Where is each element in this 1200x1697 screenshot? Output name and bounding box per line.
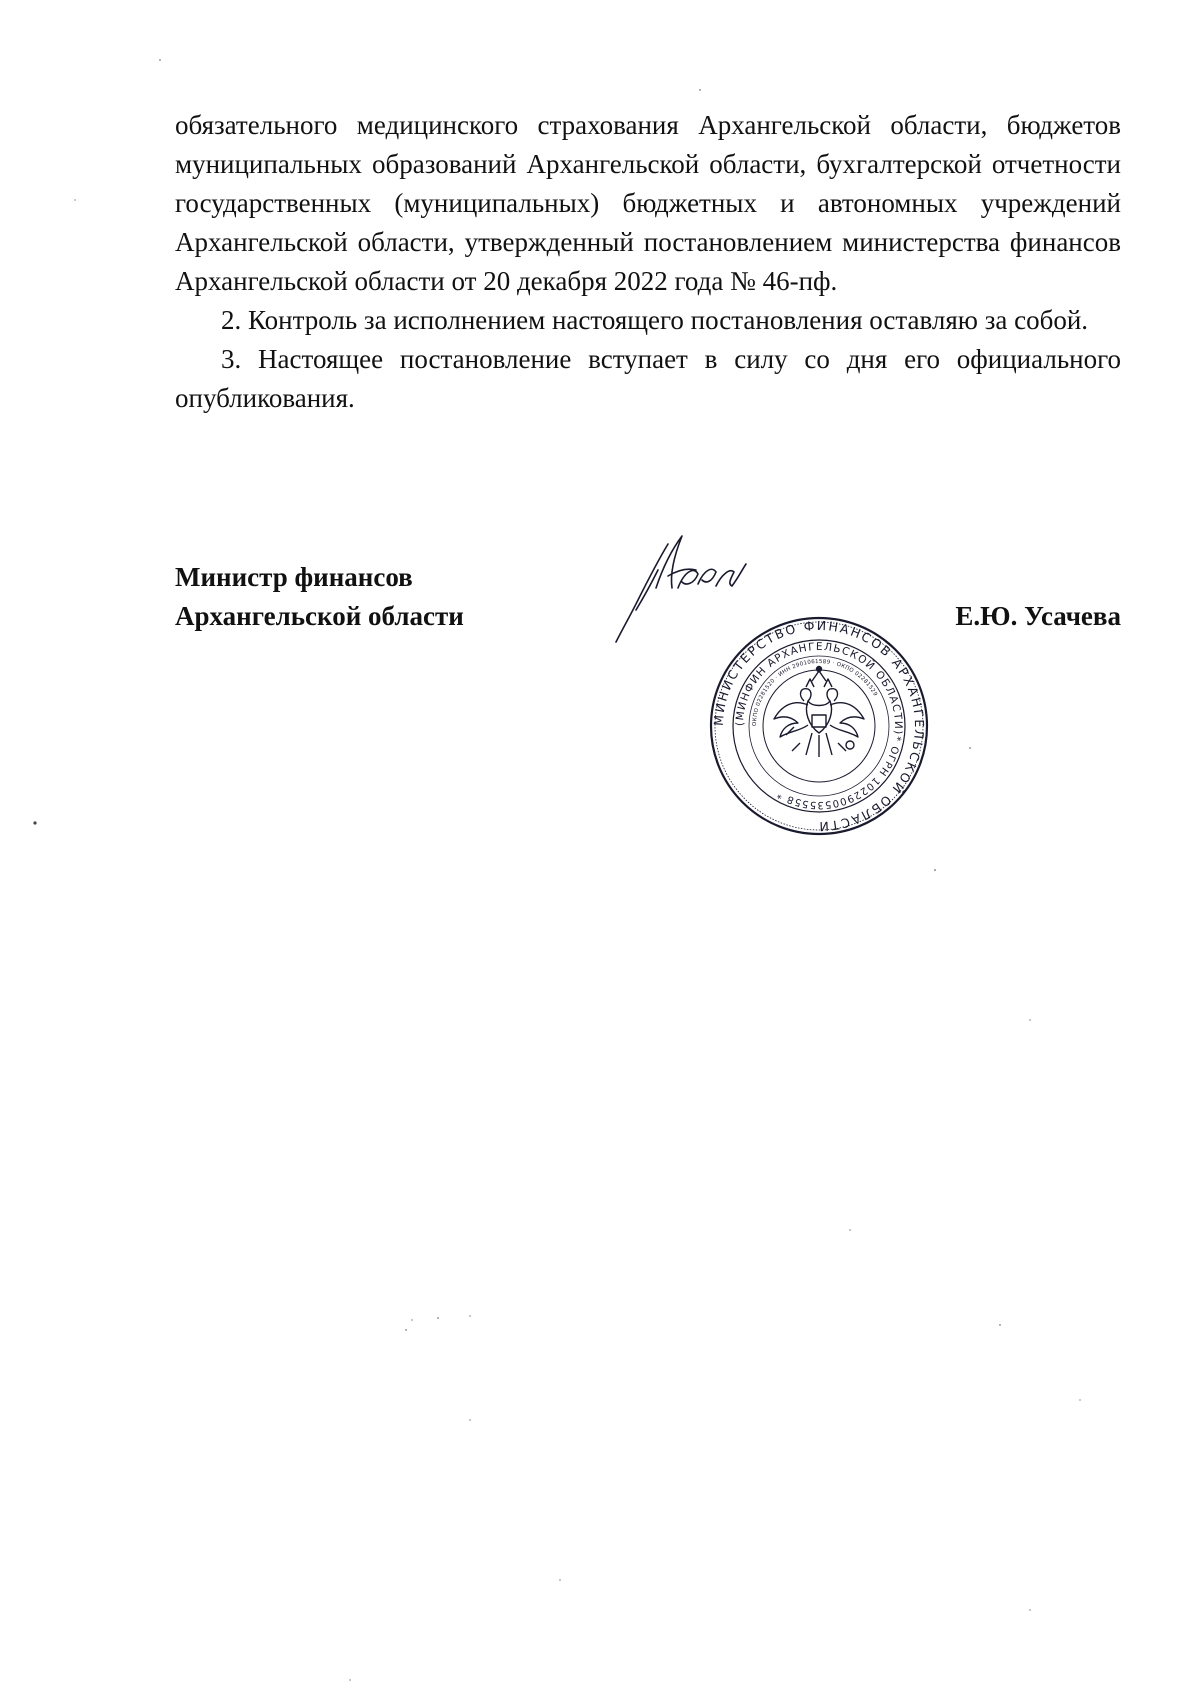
signatory-name: Е.Ю. Усачева [955, 601, 1121, 631]
paragraph-continuation: обязательного медицинского страхования Архангельской области, бюджетов муниципальных образований Архангельской области, бухгалтерской отчетности государственных (муниципальных) бюджетных и автономных учреждений Архангельской области, утвержденный постановлением министерства финансов Архангельской области от 20 декабря 2022 года № 46-пф. [175, 110, 1121, 296]
seal-ogrn-text: * ОГРН 1022900535558 * [774, 735, 903, 811]
seal-ring-codes: ОКПО 02281520 · ИНН 2901061589 · ОКПО 02281529 [751, 658, 879, 727]
paragraph-item-3: 3. Настоящее постановление вступает в силу со дня его официального опубликования. [175, 344, 1121, 413]
official-seal [708, 615, 930, 837]
signatory-title-line1: Министр финансов [175, 562, 413, 592]
seal-inner-text: (МИНФИН АРХАНГЕЛЬСКОЙ ОБЛАСТИ) [733, 640, 905, 736]
paragraph-item-2: 2. Контроль за исполнением настоящего постановления оставляю за собой. [221, 305, 1089, 335]
document-body [175, 106, 1121, 418]
seal-outer-text: МИНИСТЕРСТВО ФИНАНСОВ АРХАНГЕЛЬСКОЙ ОБЛАСТИ [710, 617, 928, 835]
signatory-title [175, 558, 464, 636]
signatory-title-line2: Архангельской области [175, 601, 464, 631]
